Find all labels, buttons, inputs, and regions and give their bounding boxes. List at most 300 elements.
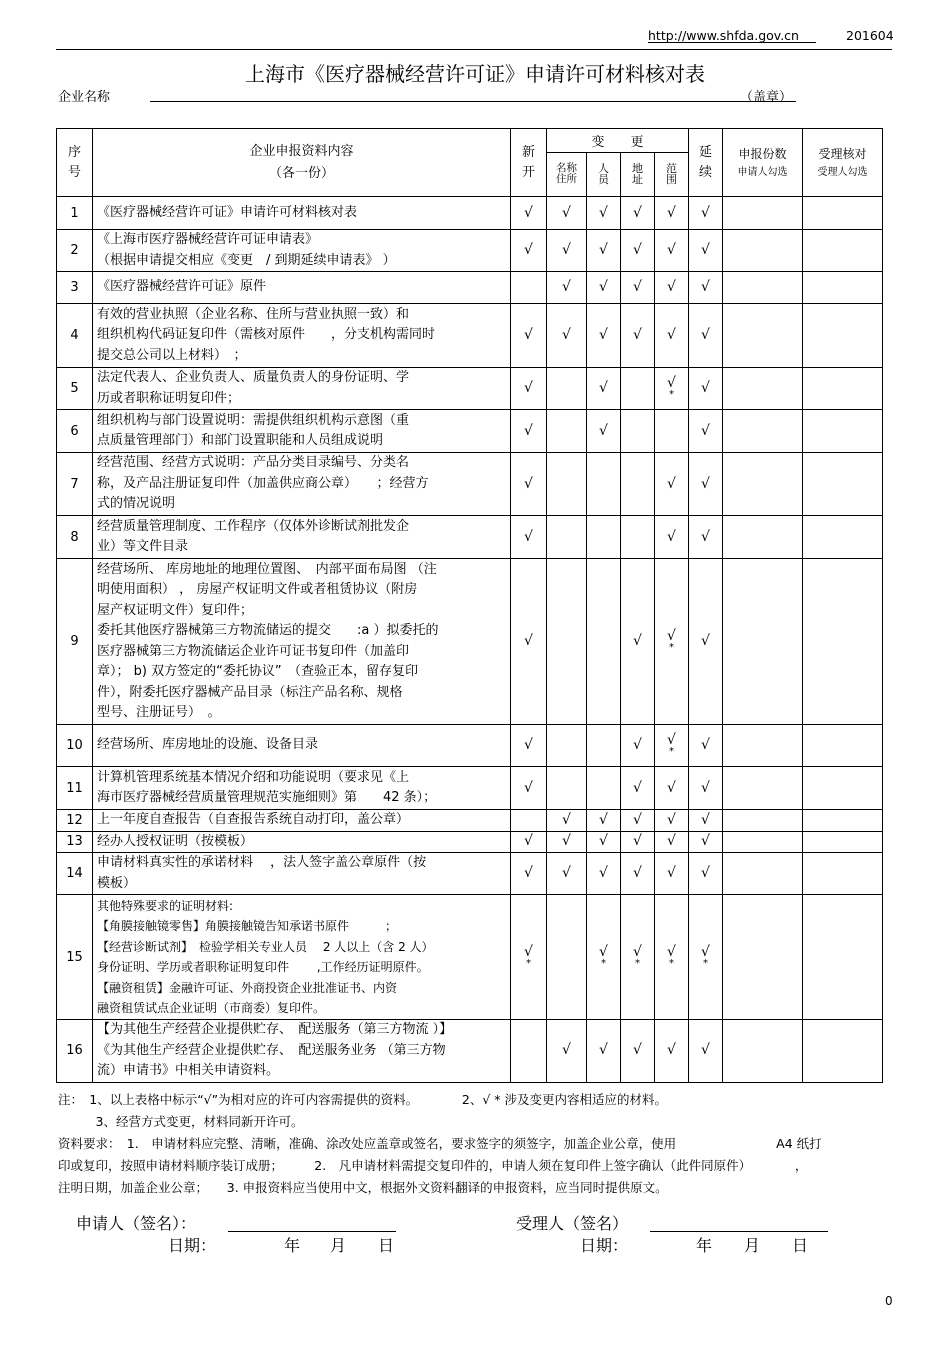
check-cell (621, 767, 655, 810)
check-cell (689, 272, 723, 304)
copies-input-cell[interactable] (723, 197, 803, 230)
verify-input-cell[interactable] (803, 410, 883, 453)
note-line: 注： 1、以上表格中标示“√”为相对应的许可内容需提供的资料。 2、√ * 涉及变更内容相适应的材料。 (58, 1092, 667, 1107)
row-number: 7 (57, 453, 93, 516)
check-cell (547, 230, 587, 272)
check-cell (655, 272, 689, 304)
check-mark: √ * (667, 375, 676, 400)
check-cell (547, 725, 587, 767)
check-cell (547, 767, 587, 810)
check-mark: √ * (599, 943, 608, 969)
row-content (93, 725, 511, 767)
table-row (57, 895, 883, 1020)
row-content (93, 559, 511, 725)
copies-input-cell[interactable] (723, 453, 803, 516)
check-mark: √ (667, 1042, 676, 1059)
check-cell (587, 368, 621, 410)
row-content-line: 经营场所、库房地址的设施、设备目录 (97, 737, 319, 753)
table-row (57, 810, 883, 832)
check-mark: √ (524, 204, 533, 221)
check-mark: √ (633, 865, 642, 881)
check-cell (655, 410, 689, 453)
check-cell (655, 453, 689, 516)
check-cell (511, 767, 547, 810)
check-cell (587, 853, 621, 895)
note-line: 印或复印，按照申请材料顺序装订成册； 2. 凡申请材料需提交复印件的，申请人须在复印件上签字确认（此件同原件） ， (58, 1158, 808, 1173)
header-verify: 受理核对 受理人勾选 (803, 129, 883, 197)
check-cell (689, 810, 723, 832)
row-content-line: 【经营诊断试剂】 检验学相关专业人员 2 人以上（含 2 人） (97, 939, 434, 954)
check-cell (587, 410, 621, 453)
verify-input-cell[interactable] (803, 810, 883, 832)
row-content-line: 称，及产品注册证复印件（加盖供应商公章） ；经营方 (97, 475, 429, 491)
row-content-line: 组织机构与部门设置说明：需提供组织机构示意图（重 (97, 412, 410, 428)
header-new: 新开 (511, 129, 547, 197)
notes-section (58, 1089, 898, 1199)
check-mark: √ (667, 811, 676, 828)
copies-input-cell[interactable] (723, 272, 803, 304)
check-cell (587, 453, 621, 516)
row-content-line: 海市医疗器械经营质量管理规范实施细则》第 42 条）； (97, 790, 437, 805)
row-number: 14 (57, 853, 93, 895)
check-cell (655, 230, 689, 272)
note-line: 资料要求： 1. 申请材料应完整、清晰，准确、涂改处应盖章或签名，要求签字的须签字，加盖企业公章，使用 A4 纸打 (58, 1136, 822, 1151)
row-content-line: 《上海市医疗器械经营许可证申请表》 (97, 232, 319, 247)
check-mark: √ (633, 1042, 642, 1059)
check-mark: √ (599, 242, 608, 258)
row-content-line: 其他特殊要求的证明材料: (97, 898, 234, 913)
row-content-line: 委托其他医疗器械第三方物流储运的提交 :a ）拟委托的 (97, 623, 439, 638)
check-cell (689, 368, 723, 410)
check-mark: √ (562, 811, 571, 828)
check-cell (655, 895, 689, 1020)
table-row (57, 272, 883, 304)
check-mark: √ * (667, 943, 676, 969)
check-cell (689, 230, 723, 272)
check-mark: √ (701, 633, 710, 649)
check-cell (689, 559, 723, 725)
check-mark: √ * (524, 943, 533, 969)
row-number: 5 (57, 368, 93, 410)
row-content (93, 197, 511, 230)
check-mark: √ (667, 327, 676, 343)
check-cell (511, 853, 547, 895)
check-cell (655, 831, 689, 853)
check-mark: √ (524, 737, 533, 753)
check-cell (587, 559, 621, 725)
header-content: 企业申报资料内容 （各一份） (93, 129, 511, 197)
check-cell (511, 516, 547, 559)
row-content-line: 【为其他生产经营企业提供贮存、 配送服务（第三方物流 ）】 (97, 1022, 453, 1037)
check-mark: √ (633, 737, 642, 753)
check-cell (511, 272, 547, 304)
check-mark: √ (701, 279, 710, 295)
check-cell (587, 304, 621, 368)
row-number: 12 (57, 810, 93, 832)
check-cell (621, 272, 655, 304)
check-cell (547, 516, 587, 559)
check-cell (511, 559, 547, 725)
row-content-line: 型号、注册证号） 。 (97, 705, 221, 720)
page-title: 上海市《医疗器械经营许可证》申请许可材料核对表 (245, 62, 705, 86)
row-content-line: （根据申请提交相应《变更 / 到期延续申请表》 ） (97, 252, 396, 268)
check-cell (511, 230, 547, 272)
row-number: 13 (57, 831, 93, 853)
asterisk-mark: * (669, 389, 674, 400)
url-underline (648, 42, 816, 43)
document-code: 201604 (846, 28, 894, 43)
check-mark: √ * (667, 732, 676, 757)
row-content-line: 流）申请书》中相关申请资料。 (97, 1063, 280, 1078)
check-mark: √ (524, 475, 533, 492)
table-row (57, 230, 883, 272)
copies-input-cell[interactable] (723, 516, 803, 559)
check-cell (689, 831, 723, 853)
check-mark: √ (701, 737, 710, 753)
verify-input-cell[interactable] (803, 1020, 883, 1083)
check-cell (621, 197, 655, 230)
check-cell (511, 453, 547, 516)
check-mark: √ (701, 327, 710, 343)
row-content-line: 医疗器械第三方物流储运企业许可证书复印件（加盖印 (97, 643, 410, 659)
check-cell (511, 304, 547, 368)
row-content-line: 提交总公司以上材料） ； (97, 347, 247, 363)
check-cell (621, 516, 655, 559)
company-name-field[interactable] (150, 101, 796, 102)
check-cell (655, 368, 689, 410)
check-mark: √ (599, 811, 608, 828)
check-mark: √ * (667, 628, 676, 653)
check-cell (655, 197, 689, 230)
check-cell (547, 410, 587, 453)
copies-input-cell[interactable] (723, 767, 803, 810)
row-content-line: 申请材料真实性的承诺材料 ，法人签字盖公章原件（按 (97, 855, 427, 870)
row-number: 9 (57, 559, 93, 725)
check-mark: √ (667, 475, 676, 492)
table-row (57, 725, 883, 767)
row-content-line: 模板） (97, 875, 137, 891)
check-mark: √ (524, 833, 533, 850)
row-content-line: 有效的营业执照（企业名称、住所与营业执照一致）和 (97, 306, 410, 322)
copies-input-cell[interactable] (723, 304, 803, 368)
source-url[interactable]: http://www.shfda.gov.cn (648, 28, 799, 43)
row-content-line: 组织机构代码证复印件（需核对原件 ，分支机构需同时 (97, 327, 436, 343)
asterisk-mark: * (703, 957, 708, 969)
page-number: 0 (885, 1294, 893, 1308)
verify-input-cell[interactable] (803, 272, 883, 304)
check-mark: √ (701, 528, 710, 545)
check-cell (547, 831, 587, 853)
check-cell (689, 725, 723, 767)
row-content-line: 屋产权证明文件）复印件； (97, 602, 254, 618)
check-cell (547, 453, 587, 516)
receiver-signature-field[interactable] (650, 1231, 828, 1232)
verify-input-cell[interactable] (803, 853, 883, 895)
check-mark: √ (524, 633, 533, 649)
table-row (57, 368, 883, 410)
check-mark: √ * (633, 943, 642, 969)
check-cell (547, 810, 587, 832)
row-content (93, 410, 511, 453)
company-name-label: 企业名称 (58, 90, 111, 105)
header-rule (56, 49, 892, 50)
check-cell (587, 810, 621, 832)
check-mark: √ (599, 204, 608, 221)
copies-input-cell[interactable] (723, 559, 803, 725)
check-cell (547, 895, 587, 1020)
header-change-addr: 地址 (621, 153, 655, 197)
row-content-line: 融资租赁试点企业证明（市商委）复印件。 (97, 1001, 326, 1015)
check-cell (547, 368, 587, 410)
copies-input-cell[interactable] (723, 410, 803, 453)
verify-input-cell[interactable] (803, 767, 883, 810)
check-mark: √ (667, 242, 676, 258)
row-number: 2 (57, 230, 93, 272)
check-cell (587, 895, 621, 1020)
row-content-line: 《为其他生产经营企业提供贮存、 配送服务业务 （第三方物 (97, 1042, 446, 1058)
check-cell (689, 410, 723, 453)
check-cell (689, 767, 723, 810)
row-content-line: 经办人授权证明（按模板） (97, 833, 254, 849)
receiver-signature-label: 受理人（签名） (516, 1214, 629, 1233)
row-content (93, 230, 511, 272)
row-content-line: 明使用面积） ， 房屋产权证明文件或者租赁协议（附房 (97, 582, 418, 597)
table-row (57, 853, 883, 895)
table-row (57, 304, 883, 368)
asterisk-mark: * (634, 957, 640, 969)
check-cell (621, 304, 655, 368)
applicant-signature-label: 申请人（签名）： (76, 1214, 197, 1233)
verify-input-cell[interactable] (803, 368, 883, 410)
verify-input-cell[interactable] (803, 453, 883, 516)
check-cell (689, 304, 723, 368)
verify-input-cell[interactable] (803, 725, 883, 767)
check-cell (655, 516, 689, 559)
check-cell (621, 895, 655, 1020)
row-content (93, 272, 511, 304)
applicant-date-month: 月 (330, 1236, 347, 1255)
row-content (93, 831, 511, 853)
asterisk-mark: * (600, 957, 606, 969)
check-cell (621, 810, 655, 832)
check-cell (587, 1020, 621, 1083)
row-content-line: 【角膜接触镜零售】角膜接触镜告知承诺书原件 ； (97, 919, 398, 933)
copies-input-cell[interactable] (723, 230, 803, 272)
row-content-line: 身份证明、学历或者职称证明复印件 ,工作经历证明原件。 (97, 960, 429, 974)
row-number: 4 (57, 304, 93, 368)
check-mark: √ (633, 204, 642, 221)
check-cell (547, 272, 587, 304)
verify-input-cell[interactable] (803, 230, 883, 272)
row-number: 6 (57, 410, 93, 453)
table-row (57, 197, 883, 230)
row-content-line: 经营场所、 库房地址的地理位置图、 内部平面布局图 （注 (97, 561, 437, 577)
check-mark: √ (562, 1042, 571, 1059)
verify-input-cell[interactable] (803, 197, 883, 230)
check-cell (587, 767, 621, 810)
asterisk-mark: * (525, 957, 531, 969)
check-mark: √ (633, 279, 642, 295)
check-cell (621, 1020, 655, 1083)
check-mark: √ (633, 633, 642, 649)
row-content-line: 章）； b) 双方签定的“委托协议” （查验正本，留存复印 (97, 664, 419, 679)
check-mark: √ (667, 279, 676, 295)
check-mark: √ * (701, 943, 710, 969)
check-mark: √ (562, 833, 571, 850)
row-number: 3 (57, 272, 93, 304)
row-content-line: 经营质量管理制度、工作程序（仅体外诊断试剂批发企 (97, 518, 410, 534)
verify-input-cell[interactable] (803, 304, 883, 368)
check-cell (655, 559, 689, 725)
check-cell (587, 831, 621, 853)
row-content-line: 式的情况说明 (97, 496, 176, 512)
receiver-date-month: 月 (744, 1236, 761, 1255)
check-mark: √ (599, 380, 608, 396)
check-mark: √ (562, 865, 571, 881)
table-row (57, 767, 883, 810)
check-cell (655, 767, 689, 810)
row-content (93, 853, 511, 895)
row-content (93, 453, 511, 516)
verify-input-cell[interactable] (803, 516, 883, 559)
row-content (93, 368, 511, 410)
row-content (93, 810, 511, 832)
check-cell (655, 853, 689, 895)
check-cell (547, 1020, 587, 1083)
applicant-signature-field[interactable] (228, 1231, 396, 1232)
check-mark: √ (524, 380, 533, 396)
check-cell (621, 853, 655, 895)
check-mark: √ (562, 204, 571, 221)
check-cell (621, 230, 655, 272)
check-mark: √ (667, 779, 676, 796)
check-mark: √ (599, 327, 608, 343)
copies-input-cell[interactable] (723, 368, 803, 410)
check-mark: √ (633, 327, 642, 343)
check-mark: √ (599, 865, 608, 881)
check-cell (621, 725, 655, 767)
check-cell (621, 831, 655, 853)
copies-input-cell[interactable] (723, 810, 803, 832)
check-mark: √ (701, 1042, 710, 1059)
check-cell (587, 516, 621, 559)
check-mark: √ (701, 833, 710, 850)
seal-label: （盖章） (740, 90, 793, 105)
asterisk-mark: * (669, 746, 674, 757)
row-number: 11 (57, 767, 93, 810)
check-cell (655, 304, 689, 368)
check-mark: √ (701, 422, 710, 439)
row-content-line: 件），附委托医疗器械产品目录（标注产品名称、规格 (97, 684, 403, 700)
note-line: 注明日期，加盖企业公章； 3. 申报资料应当使用中文，根据外文资料翻译的申报资料，应当同时提供原文。 (58, 1180, 668, 1195)
row-content-line: 计算机管理系统基本情况介绍和功能说明（要求见《上 (97, 769, 410, 785)
check-mark: √ (599, 833, 608, 850)
verify-input-cell[interactable] (803, 895, 883, 1020)
check-mark: √ (562, 327, 571, 343)
row-content-line: 《医疗器械经营许可证》原件 (97, 279, 267, 295)
check-cell (689, 453, 723, 516)
check-mark: √ (701, 242, 710, 258)
table-row (57, 410, 883, 453)
check-cell (689, 853, 723, 895)
check-cell (587, 725, 621, 767)
check-mark: √ (524, 865, 533, 881)
verify-input-cell[interactable] (803, 559, 883, 725)
row-content-line: 点质量管理部门）和部门设置职能和人员组成说明 (97, 433, 384, 448)
check-cell (689, 197, 723, 230)
row-number: 15 (57, 895, 93, 1020)
row-content-line: 【融资租赁】金融许可证、外商投资企业批准证书、内资 (97, 980, 398, 995)
table-row (57, 831, 883, 853)
check-cell (547, 304, 587, 368)
check-mark: √ (562, 242, 571, 258)
row-content-line: 经营范围、经营方式说明：产品分类目录编号、分类名 (97, 455, 410, 471)
header-copies: 申报份数 申请人勾选 (723, 129, 803, 197)
row-number: 1 (57, 197, 93, 230)
check-cell (621, 559, 655, 725)
row-content-line: 业）等文件目录 (97, 539, 189, 554)
applicant-date-year: 年 (284, 1236, 301, 1255)
check-mark: √ (633, 811, 642, 828)
table-row (57, 453, 883, 516)
header-change-scope: 范围 (655, 153, 689, 197)
applicant-date-label: 日期： (168, 1236, 217, 1255)
copies-input-cell[interactable] (723, 895, 803, 1020)
copies-input-cell[interactable] (723, 1020, 803, 1083)
check-mark: √ (524, 422, 533, 439)
check-mark: √ (667, 204, 676, 221)
check-cell (511, 197, 547, 230)
row-content (93, 895, 511, 1020)
table-row (57, 559, 883, 725)
check-mark: √ (701, 204, 710, 221)
row-content-line: 上一年度自查报告（自查报告系统自动打印，盖公章） (97, 812, 410, 827)
receiver-date-day: 日 (792, 1236, 809, 1255)
row-content-line: 法定代表人、企业负责人、质量负责人的身份证明、学 (97, 370, 410, 385)
table-row (57, 516, 883, 559)
asterisk-mark: * (669, 957, 674, 969)
verify-input-cell[interactable] (803, 831, 883, 853)
check-mark: √ (524, 327, 533, 343)
row-content-line: 历或者职称证明复印件； (97, 390, 241, 406)
copies-input-cell[interactable] (723, 831, 803, 853)
receiver-date-year: 年 (696, 1236, 713, 1255)
check-cell (689, 516, 723, 559)
check-cell (587, 230, 621, 272)
row-content-line: 《医疗器械经营许可证》申请许可材料核对表 (97, 204, 358, 220)
check-cell (511, 368, 547, 410)
row-content (93, 767, 511, 810)
receiver-date-label: 日期： (580, 1236, 629, 1255)
check-mark: √ (524, 779, 533, 796)
copies-input-cell[interactable] (723, 853, 803, 895)
check-mark: √ (701, 779, 710, 796)
table-row (57, 1020, 883, 1083)
check-cell (547, 559, 587, 725)
check-cell (511, 410, 547, 453)
check-mark: √ (701, 380, 710, 396)
check-mark: √ (633, 833, 642, 850)
header-change-name: 名称住所 (547, 153, 587, 197)
row-number: 16 (57, 1020, 93, 1083)
check-mark: √ (701, 475, 710, 492)
header-change: 变 更 (547, 129, 689, 153)
check-cell (547, 197, 587, 230)
header-seq: 序号 (57, 129, 93, 197)
check-mark: √ (701, 811, 710, 828)
check-cell (621, 368, 655, 410)
copies-input-cell[interactable] (723, 725, 803, 767)
